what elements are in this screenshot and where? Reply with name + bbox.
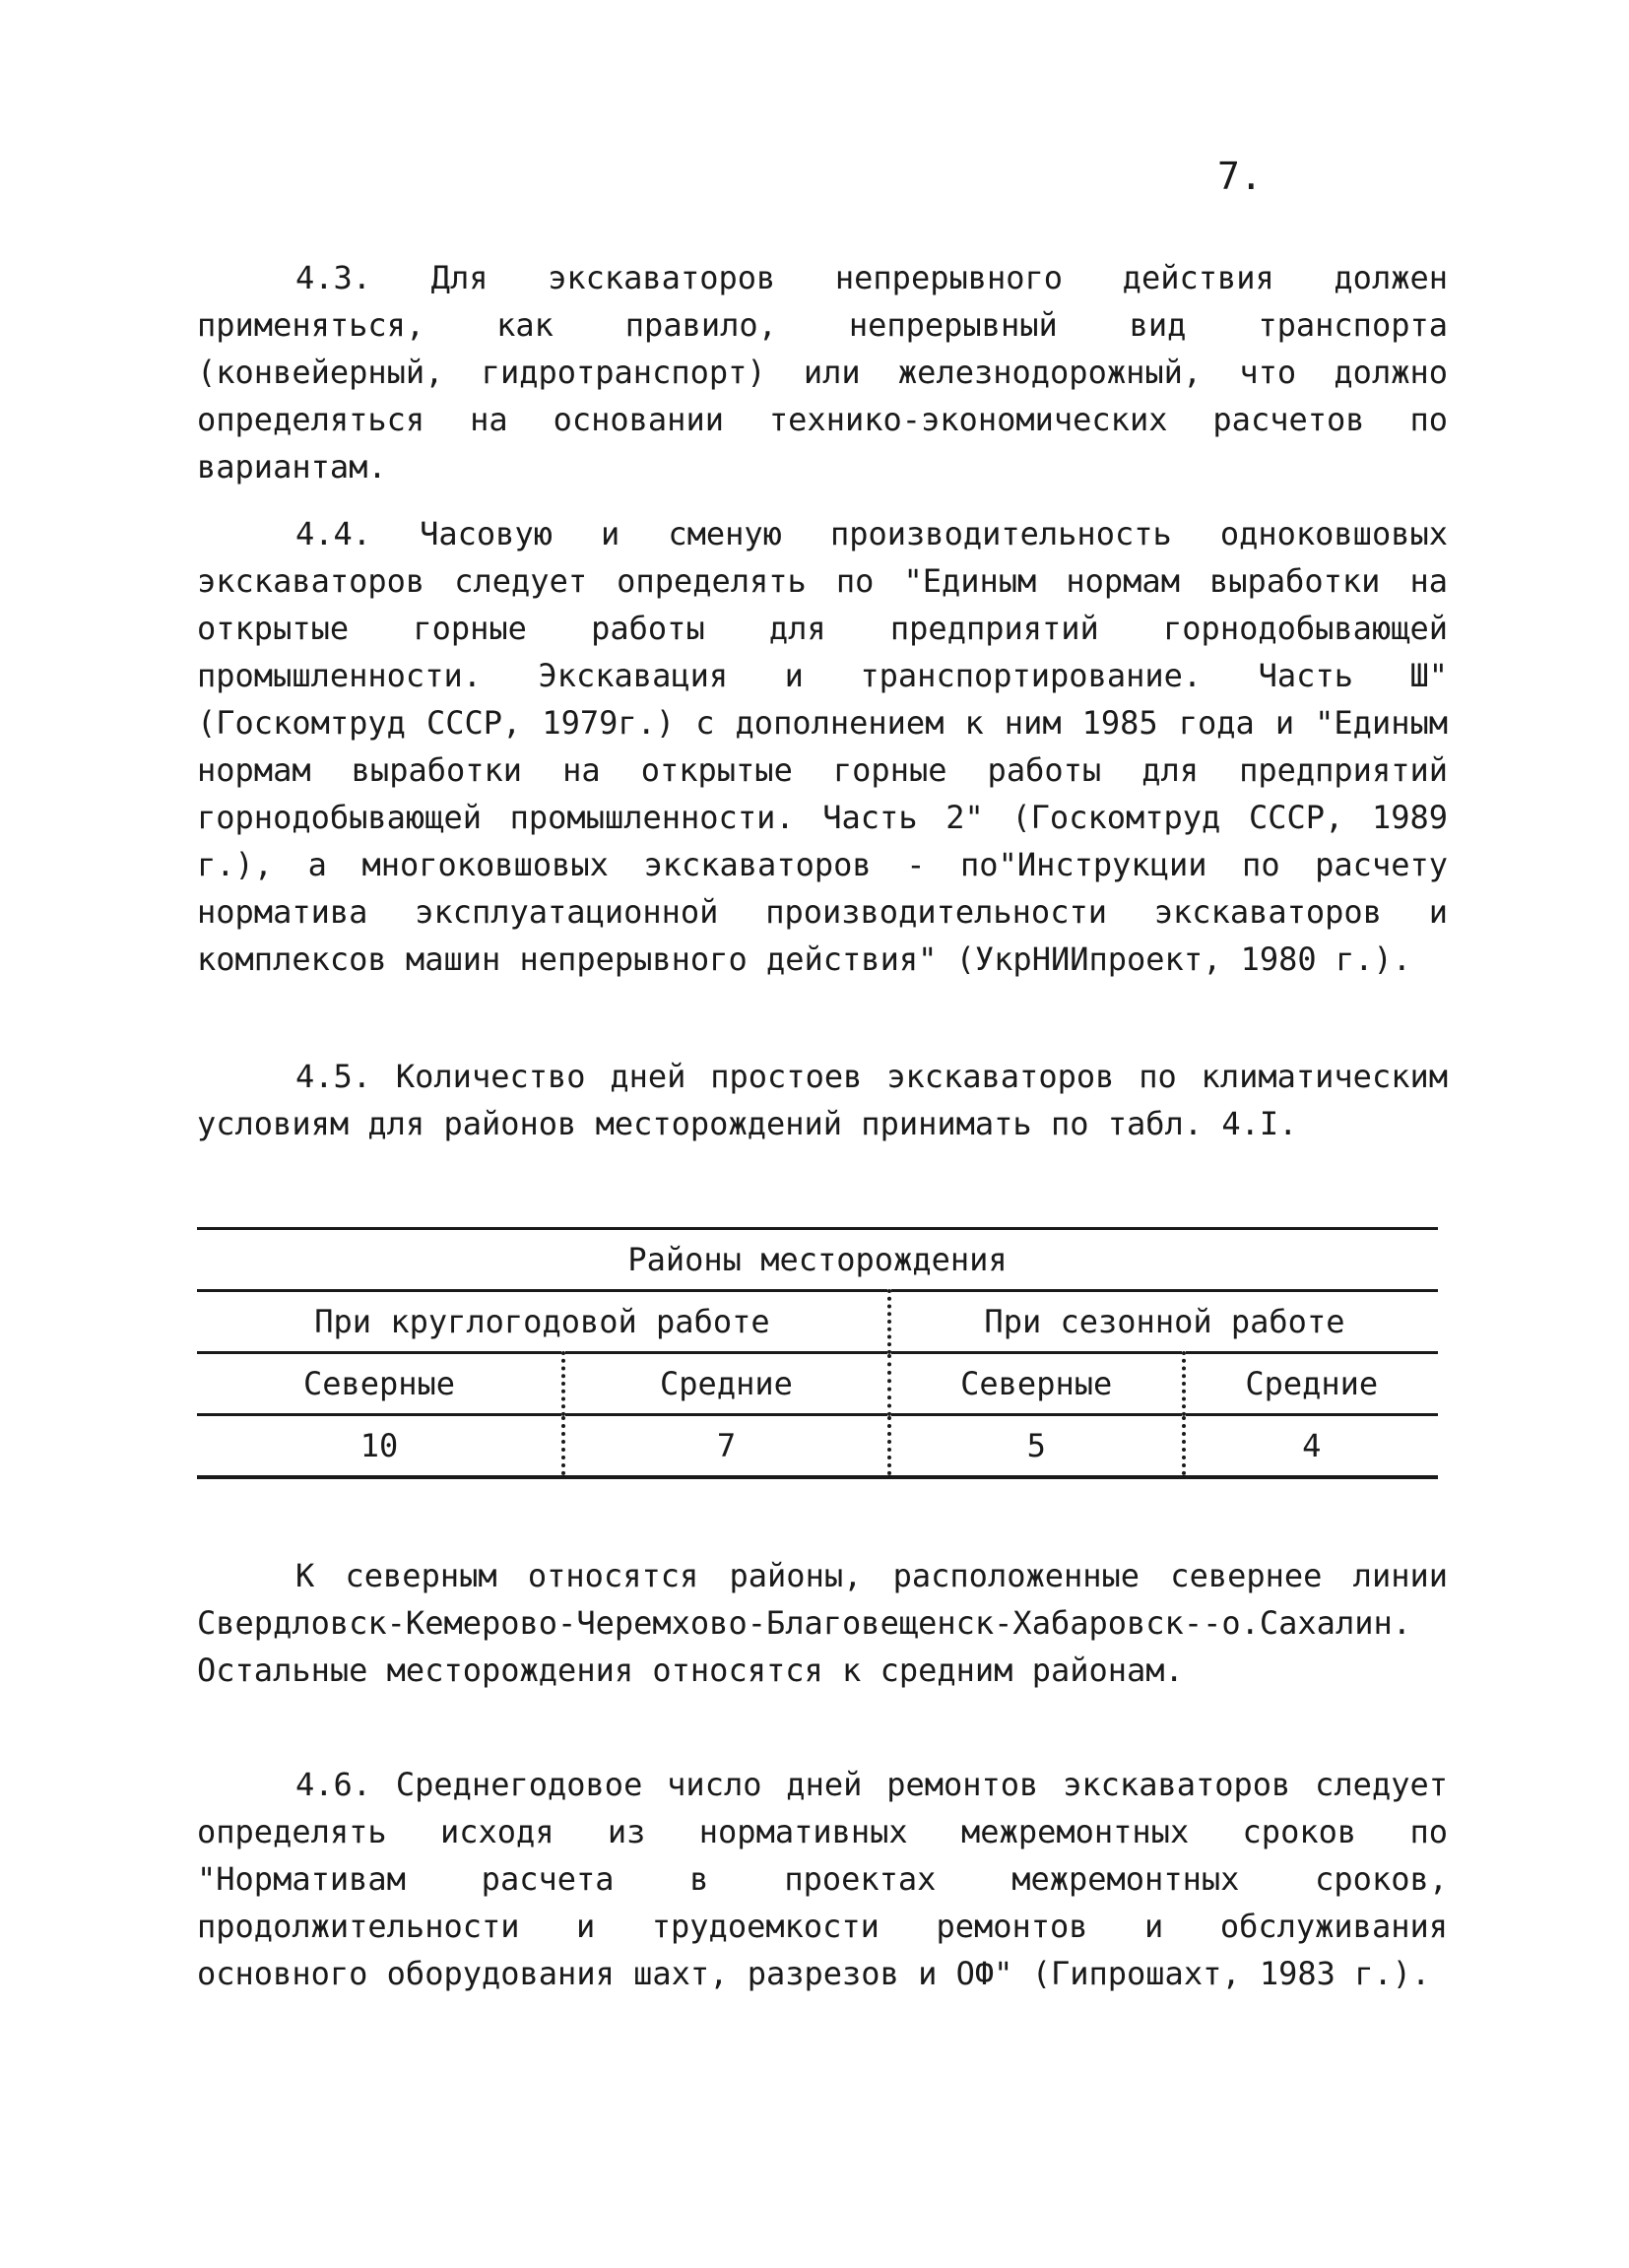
cell-middle-2: 4 bbox=[1184, 1415, 1439, 1478]
paragraph-4-5-text: 4.5. Количество дней простоев экскаваторов по климатическим условиям для районов месторождений принимать по табл. 4.I. bbox=[197, 1058, 1448, 1142]
cell-northern-1: 10 bbox=[197, 1415, 563, 1478]
downtime-table bbox=[197, 1227, 1438, 1479]
paragraph-4-4-text: 4.4. Часовую и сменую производительность одноковшовых экскаваторов следует определять по "Единым нормам выработки на открытые горные работы для предприятий горнодобывающей промышленности. Экскавация и транспортирование. Часть Ш" (Госкомтруд СССР, 1979г.) с дополнением к ним 1985 года и "Единым нормам выработки на открытые горные работы для предприятий горнодобывающей промышленности. Часть 2" (Госкомтруд СССР, 1989 г.), а многоковшовых экскаваторов - по"Инструкции по расчету норматива эксплуатационной производительности экскаваторов и комплексов машин непрерывного действия" (УкрНИИпроект, 1980 г.). bbox=[197, 515, 1448, 978]
paragraph-note-text: К северным относятся районы, расположенные севернее линии Свердловск-Кемерово-Черемхово-Благовещенск-Хабаровск--о.Сахалин. Остальные месторождения относятся к средним районам. bbox=[197, 1557, 1448, 1689]
paragraph-4-5 bbox=[197, 1053, 1448, 1147]
paragraph-4-6 bbox=[197, 1761, 1448, 1997]
paragraph-4-6-text: 4.6. Среднегодовое число дней ремонтов экскаваторов следует определять исходя из нормативных межремонтных сроков по "Нормативам расчета в проектах межремонтных сроков, продолжительности и трудоемкости ремонтов и обслуживания основного оборудования шахт, разрезов и ОФ" (Гипрошахт, 1983 г.). bbox=[197, 1766, 1448, 1992]
table-4-1 bbox=[197, 1227, 1438, 1479]
table-group-row bbox=[197, 1291, 1438, 1353]
cell-northern-2: 5 bbox=[889, 1415, 1184, 1478]
table-title-row bbox=[197, 1229, 1438, 1291]
table-header-row bbox=[197, 1353, 1438, 1415]
paragraph-4-4 bbox=[197, 510, 1448, 983]
col-header-middle-2: Средние bbox=[1184, 1353, 1439, 1415]
paragraph-4-3 bbox=[197, 254, 1448, 490]
cell-middle-1: 7 bbox=[563, 1415, 889, 1478]
paragraph-note bbox=[197, 1552, 1448, 1694]
table-row bbox=[197, 1415, 1438, 1478]
page-number: 7. bbox=[1217, 155, 1263, 198]
paragraph-4-3-text: 4.3. Для экскаваторов непрерывного действия должен применяться, как правило, непрерывный вид транспорта (конвейерный, гидротранспорт) или железнодорожный, что должно определяться на основании технико-экономических расчетов по вариантам. bbox=[197, 259, 1448, 486]
col-header-northern-1: Северные bbox=[197, 1353, 563, 1415]
group-seasonal: При сезонной работе bbox=[889, 1291, 1438, 1353]
col-header-northern-2: Северные bbox=[889, 1353, 1184, 1415]
table-title: Районы месторождения bbox=[197, 1229, 1438, 1291]
group-year-round: При круглогодовой работе bbox=[197, 1291, 889, 1353]
col-header-middle-1: Средние bbox=[563, 1353, 889, 1415]
